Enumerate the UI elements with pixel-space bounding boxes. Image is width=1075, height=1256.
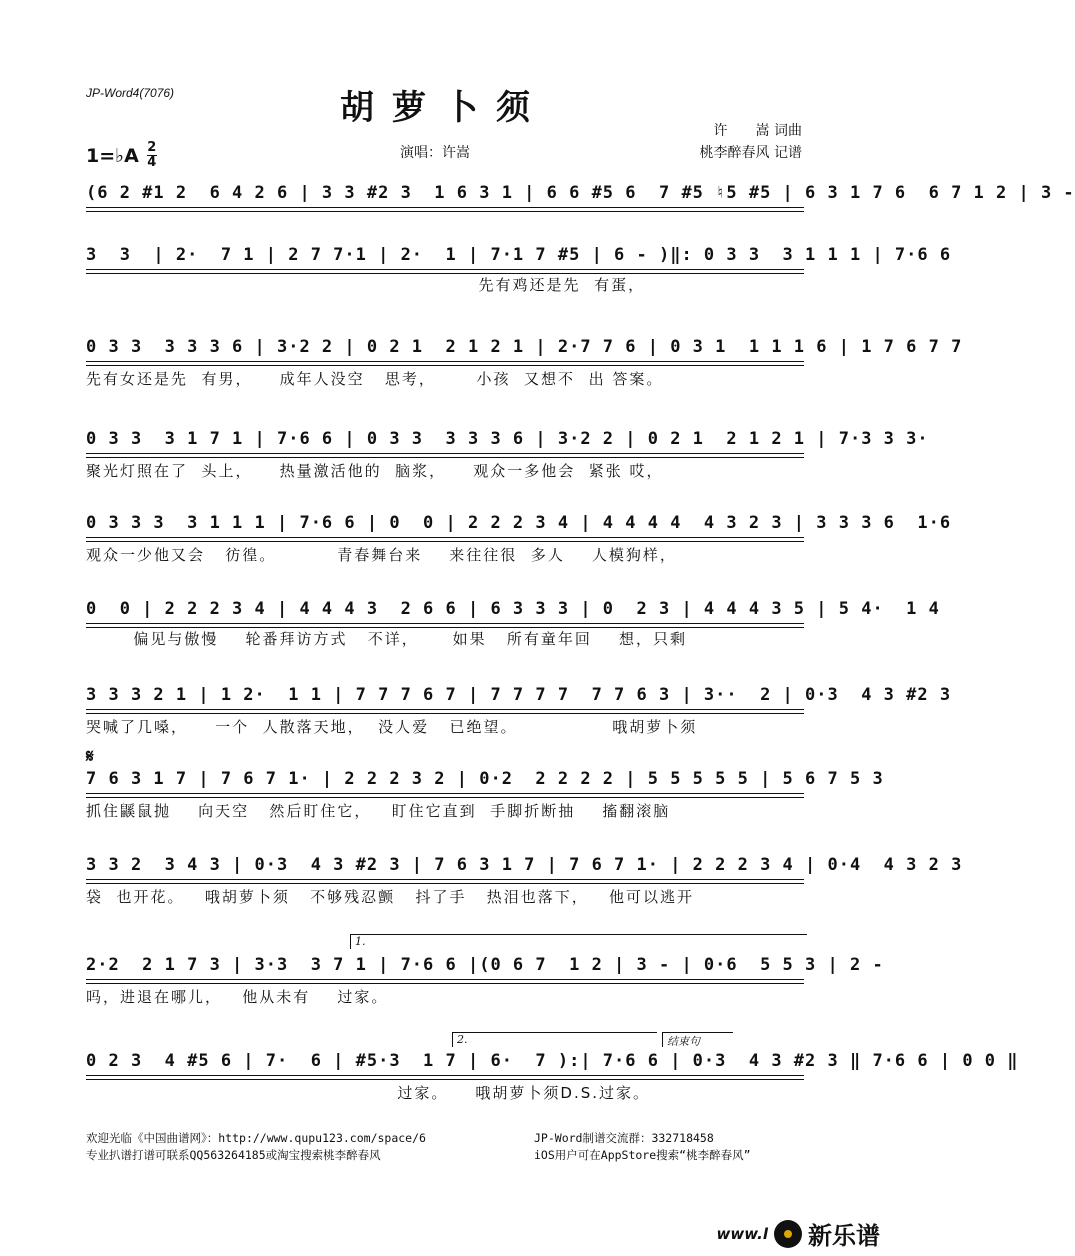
lyrics-line: 观众一少他又会 彷徨。 青春舞台来 来往往很 多人 人模狗样， (86, 546, 677, 564)
notes-line: 0 0 | 2 2 2 3 4 | 4 4 4 3 2 6 6 | 6 3 3 3 | 0 2 3 | 4 4 4 3 5 | 5 4· 1 4 (86, 599, 940, 619)
key-signature (86, 142, 157, 169)
score-system-9 (86, 850, 963, 910)
notes-line: 0 2 3 4 #5 6 | 7· 6 | #5·3 1 7 | 6· 7 ):| 7·6 6 | 0·3 4 3 #2 3 ‖ 7·6 6 | 0 0 ‖ (86, 1051, 1019, 1071)
notes-line: (6 2 #1 2 6 4 2 6 | 3 3 #2 3 1 6 3 1 | 6 6 #5 6 7 #5 ♮5 #5 | 6 3 1 7 6 6 7 1 2 | 3 - (86, 183, 1075, 203)
watermark-brand: 新乐谱 (808, 1222, 880, 1250)
time-top: 2 (147, 140, 157, 155)
footer-site-link[interactable]: 欢迎光临《中国曲谱网》：http://www.qupu123.com/space/6 (86, 1131, 426, 1145)
score-system-1 (86, 178, 1075, 218)
notes-line: 3 3 | 2· 7 1 | 2 7 7·1 | 2· 1 | 7·1 7 #5 | 6 - )‖: 0 3 3 3 1 1 1 | 7·6 6 (86, 245, 952, 265)
record-disc-icon (774, 1220, 802, 1248)
score-system-10 (86, 950, 884, 1010)
footer-left (86, 1130, 426, 1164)
notes-line: 2·2 2 1 7 3 | 3·3 3 7 1 | 7·6 6 |(0 6 7 1 2 | 3 - | 0·6 5 5 3 | 2 - (86, 955, 884, 975)
footer-contact: 专业扒谱打谱可联系QQ563264185或淘宝搜索桃李醉春风 (86, 1148, 381, 1162)
transcriber-credit: 桃李醉春风 记谱 (699, 145, 802, 161)
score-system-6 (86, 594, 940, 654)
notes-line: 3 3 3 2 1 | 1 2· 1 1 | 7 7 7 6 7 | 7 7 7 7 7 7 6 3 | 3·· 2 | 0·3 4 3 #2 3 (86, 685, 952, 705)
notes-line: 0 3 3 3 3 3 6 | 3·2 2 | 0 2 1 2 1 2 1 | 2·7 7 6 | 0 3 1 1 1 1 6 | 1 7 6 7 7 (86, 337, 963, 357)
time-signature (147, 142, 157, 169)
underline-beam (86, 793, 804, 798)
score-system-2 (86, 240, 952, 300)
singer-credit: 演唱：许嵩 (400, 145, 470, 161)
score-system-7 (86, 680, 952, 740)
software-version: JP-Word4(7076) (86, 86, 175, 100)
lyrics-line: 聚光灯照在了 头上， 热量激活他的 脑浆， 观众一多他会 紧张 哎， (86, 462, 664, 480)
notes-line: 0 3 3 3 1 7 1 | 7·6 6 | 0 3 3 3 3 3 6 | 3·2 2 | 0 2 1 2 1 2 1 | 7·3 3 3· (86, 429, 929, 449)
score-system-3 (86, 332, 963, 392)
score-system-8 (86, 764, 884, 824)
lyrics-line: 抓住鼷鼠抛 向天空 然后盯住它， 盯住它直到 手脚折断抽 搐翻滚脑 (86, 802, 671, 820)
score-system-5 (86, 508, 952, 568)
notes-line: 3 3 2 3 4 3 | 0·3 4 3 #2 3 | 7 6 3 1 7 | 7 6 7 1· | 2 2 2 3 4 | 0·4 4 3 2 3 (86, 855, 963, 875)
footer-ios-note: iOS用户可在AppStore搜索“桃李醉春风” (534, 1148, 751, 1162)
segno-sign: 𝄋 (86, 746, 94, 767)
score-system-4 (86, 424, 929, 484)
song-title: 胡萝卜须 (340, 88, 548, 128)
lyrics-line: 过家。 哦胡萝卜须D.S.过家。 (86, 1084, 651, 1102)
lyrics-line: 偏见与傲慢 轮番拜访方式 不详， 如果 所有童年回 想，只剩 (86, 630, 687, 648)
underline-beam (86, 709, 804, 714)
watermark-url: www.l (716, 1224, 768, 1243)
notes-line: 7 6 3 1 7 | 7 6 7 1· | 2 2 2 3 2 | 0·2 2 2 2 2 | 5 5 5 5 5 | 5 6 7 5 3 (86, 769, 884, 789)
lyrics-line: 先有女还是先 有男， 成年人没空 思考， 小孩 又想不 出 答案。 (86, 370, 664, 388)
volta-second-ending: 2. (452, 1032, 657, 1047)
key-label: 1=♭A (86, 144, 139, 167)
site-watermark (717, 1216, 880, 1251)
footer-right (534, 1130, 751, 1164)
lyrics-line: 袋 也开花。 哦胡萝卜须 不够残忍颤 抖了手 热泪也落下， 他可以逃开 (86, 888, 695, 906)
time-bottom: 4 (147, 155, 157, 170)
footer-group: JP-Word制谱交流群：332718458 (534, 1131, 714, 1145)
underline-beam (86, 537, 804, 542)
volta-final-ending: 结束句 (662, 1032, 733, 1047)
volta-first-ending: 1. (350, 934, 807, 949)
lyrics-line: 哭喊了几嗓， 一个 人散落天地， 没人爱 已绝望。 哦胡萝卜须 (86, 718, 698, 736)
underline-beam (86, 361, 804, 366)
notes-line: 0 3 3 3 3 1 1 1 | 7·6 6 | 0 0 | 2 2 2 3 4 | 4 4 4 4 4 3 2 3 | 3 3 3 6 1·6 (86, 513, 952, 533)
credits (700, 120, 802, 164)
underline-beam (86, 453, 804, 458)
underline-beam (86, 207, 804, 212)
lyrics-composer-credit: 许 嵩 词曲 (713, 123, 802, 139)
underline-beam (86, 1075, 804, 1080)
lyrics-line: 先有鸡还是先 有蛋， (86, 276, 646, 294)
underline-beam (86, 879, 804, 884)
underline-beam (86, 979, 804, 984)
lyrics-line: 吗，进退在哪儿， 他从未有 过家。 (86, 988, 389, 1006)
score-system-11 (86, 1046, 1019, 1106)
